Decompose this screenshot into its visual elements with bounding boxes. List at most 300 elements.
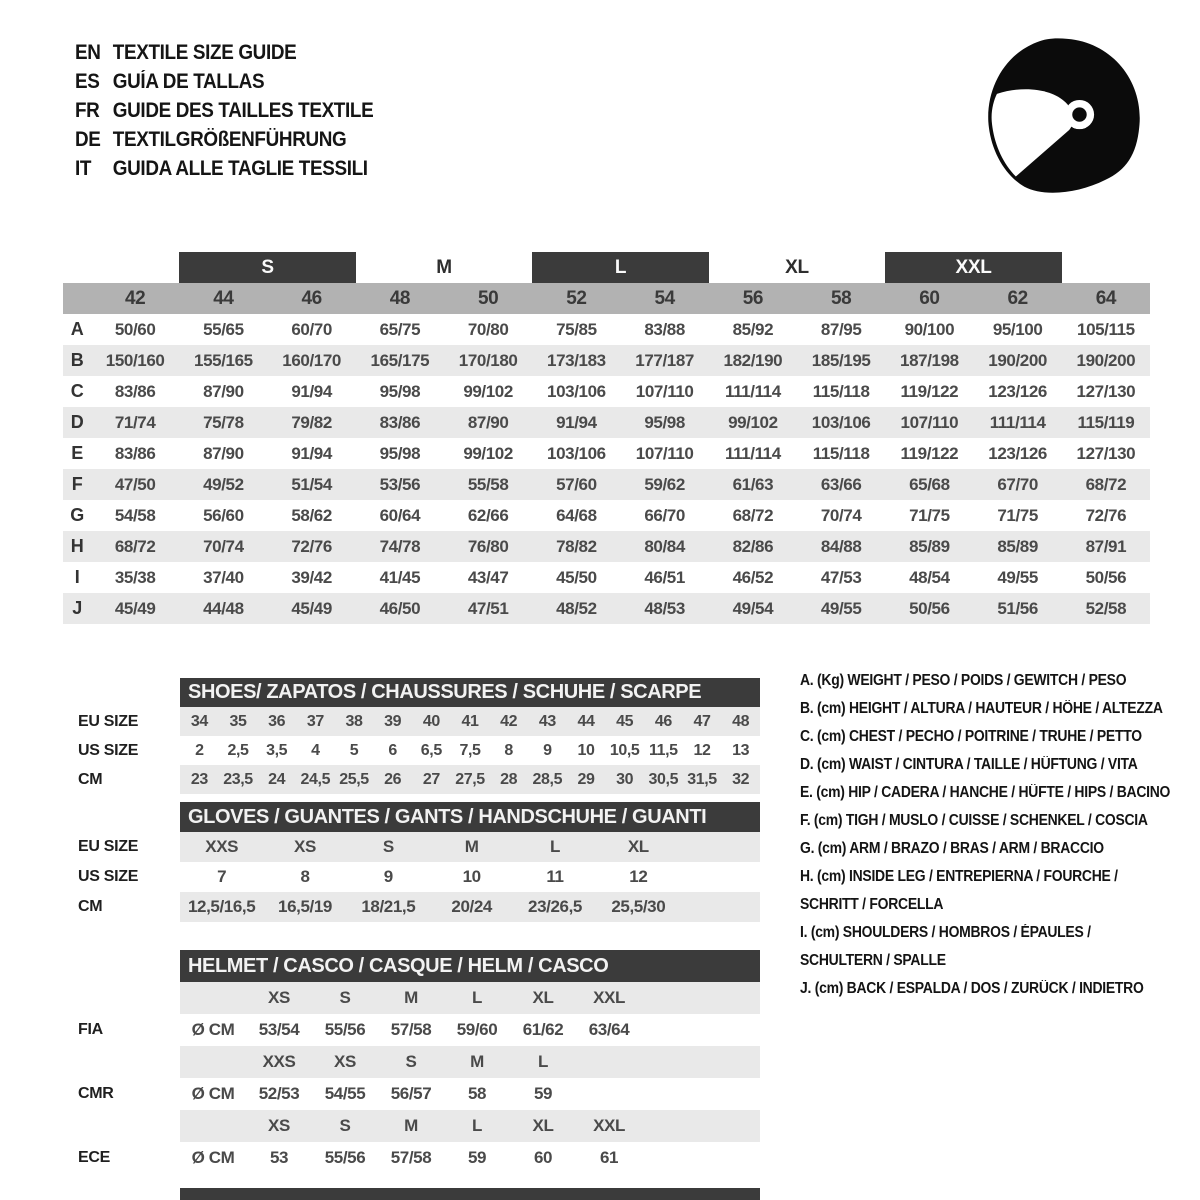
size-cell: 54/58 <box>114 505 156 525</box>
size-cell: 49/55 <box>820 598 862 618</box>
size-table-row <box>63 469 1150 500</box>
language-code: EN <box>75 40 101 64</box>
language-title: GUIDE DES TAILLES TEXTILE <box>112 98 374 122</box>
value-cell: 44 <box>577 712 595 730</box>
size-cell: 45/49 <box>114 598 156 618</box>
value-cell: 5 <box>349 741 359 759</box>
size-cell: 75/85 <box>556 319 597 339</box>
language-title: GUÍA DE TALLAS <box>112 69 265 93</box>
size-cell: 51/56 <box>997 598 1038 618</box>
size-cell: 83/88 <box>644 319 685 339</box>
row-letter: J <box>72 598 82 618</box>
value-cell: XXS <box>205 837 239 856</box>
size-cell: 111/114 <box>724 381 781 401</box>
row-band <box>180 736 760 765</box>
size-group-label: XL <box>785 256 809 278</box>
value-cell: 34 <box>190 712 208 730</box>
size-cell: 107/110 <box>635 443 694 463</box>
size-cell: 115/118 <box>812 443 870 463</box>
size-cell: 115/119 <box>1077 412 1135 432</box>
helmet-row <box>0 1142 1200 1174</box>
value-cell: 31,5 <box>687 770 717 788</box>
row-label: ECE <box>78 1149 110 1166</box>
size-cell: 35/38 <box>114 567 156 587</box>
value-cell: 24,5 <box>300 770 331 788</box>
value-cell: 38 <box>345 712 363 730</box>
value-cell: 61 <box>599 1148 619 1167</box>
size-cell: 52/58 <box>1085 598 1127 618</box>
size-cell: 103/106 <box>547 443 606 463</box>
value-cell: S <box>339 1116 351 1135</box>
row-label: EU SIZE <box>78 838 139 855</box>
size-cell: 44/48 <box>203 598 244 618</box>
value-cell: 8 <box>300 867 310 886</box>
size-col-header: 64 <box>1095 287 1117 309</box>
value-cell: 7,5 <box>459 741 481 759</box>
value-cell: 11 <box>546 867 564 886</box>
value-cell: 28 <box>500 770 518 788</box>
value-cell: 10 <box>577 741 595 759</box>
size-cell: 37/40 <box>203 567 244 587</box>
row-band <box>180 892 760 922</box>
size-col-header: 58 <box>830 287 852 309</box>
row-band <box>180 832 760 862</box>
size-cell: 127/130 <box>1076 443 1136 463</box>
row-label: CM <box>78 898 103 915</box>
row-letter: F <box>71 474 83 494</box>
legend-item: J. (cm) BACK / ESPALDA / DOS / ZURÜCK / INDIETRO <box>800 980 1144 997</box>
value-cell: XS <box>294 837 316 856</box>
size-cell: 63/66 <box>820 474 862 494</box>
legend-item: E. (cm) HIP / CADERA / HANCHE / HÜFTE / HIPS / BACINO <box>800 784 1171 801</box>
size-cell: 85/92 <box>732 319 774 339</box>
size-cell: 91/94 <box>291 381 332 401</box>
row-band <box>180 1078 760 1110</box>
size-cell: 83/86 <box>379 412 421 432</box>
size-cell: 115/118 <box>812 381 870 401</box>
size-cell: 123/126 <box>988 381 1047 401</box>
value-cell: 3,5 <box>266 741 288 759</box>
value-cell: 40 <box>422 712 440 730</box>
value-cell: 12,5/16,5 <box>188 897 256 916</box>
row-letter: I <box>74 567 80 587</box>
value-cell: 53 <box>269 1148 289 1167</box>
size-cell: 99/102 <box>463 443 513 463</box>
value-cell: XL <box>627 837 649 856</box>
size-cell: 83/86 <box>114 443 156 463</box>
value-cell: 42 <box>500 712 518 730</box>
size-cell: 48/53 <box>644 598 685 618</box>
value-cell: 30,5 <box>648 770 679 788</box>
value-cell: 63/64 <box>588 1020 630 1039</box>
helmet-row <box>0 1014 1200 1046</box>
row-band <box>180 1046 760 1078</box>
size-cell: 165/175 <box>370 350 430 370</box>
size-cell: 70/74 <box>203 536 244 556</box>
value-cell: 47 <box>693 712 711 730</box>
size-cell: 87/91 <box>1085 536 1127 556</box>
size-cell: 160/170 <box>282 350 341 370</box>
size-group-label: M <box>436 256 452 278</box>
size-col-header: 54 <box>654 287 675 309</box>
size-cell: 111/114 <box>724 443 781 463</box>
size-table-row <box>63 500 1150 531</box>
size-cell: 123/126 <box>988 443 1047 463</box>
value-cell: L <box>550 837 560 856</box>
size-cell: 119/122 <box>900 443 959 463</box>
row-band <box>180 1110 760 1142</box>
size-col-header: 62 <box>1007 287 1028 309</box>
value-cell: M <box>464 837 479 856</box>
row-band <box>180 982 760 1014</box>
value-cell: 46 <box>654 712 672 730</box>
size-col-header: 52 <box>566 287 587 309</box>
size-cell: 49/54 <box>732 598 774 618</box>
value-cell: 18/21,5 <box>361 897 416 916</box>
language-code: ES <box>75 69 100 93</box>
size-cell: 65/68 <box>909 474 950 494</box>
size-cell: 70/74 <box>820 505 862 525</box>
value-cell: 28,5 <box>532 770 563 788</box>
value-cell: S <box>339 988 351 1007</box>
value-cell: 61/62 <box>522 1020 564 1039</box>
size-cell: 50/60 <box>114 319 156 339</box>
size-cell: 56/60 <box>203 505 244 525</box>
size-cell: 82/86 <box>732 536 774 556</box>
value-cell: 45 <box>616 712 634 730</box>
size-cell: 51/54 <box>291 474 332 494</box>
size-cell: 173/183 <box>547 350 606 370</box>
size-col-header: 42 <box>124 287 146 309</box>
size-cell: 62/66 <box>467 505 509 525</box>
size-cell: 87/90 <box>203 443 244 463</box>
value-cell: 10 <box>462 867 481 886</box>
size-cell: 103/106 <box>811 412 871 432</box>
size-table-row <box>63 531 1150 562</box>
size-cell: 61/63 <box>732 474 774 494</box>
size-table-row <box>63 562 1150 593</box>
value-cell: S <box>382 837 394 856</box>
size-cell: 65/75 <box>379 319 421 339</box>
unit-cell: Ø CM <box>191 1020 235 1039</box>
legend-item: G. (cm) ARM / BRAZO / BRAS / ARM / BRACCIO <box>800 840 1104 857</box>
language-title: TEXTILE SIZE GUIDE <box>112 40 297 64</box>
legend-item: SCHRITT / FORCELLA <box>800 896 944 913</box>
legend-item: SCHULTERN / SPALLE <box>800 952 946 969</box>
row-label: CM <box>78 770 103 788</box>
value-cell: XS <box>334 1052 356 1071</box>
size-cell: 50/56 <box>1085 567 1127 587</box>
size-group-label: L <box>532 252 709 283</box>
row-letter: B <box>70 350 84 370</box>
size-cell: 91/94 <box>556 412 597 432</box>
size-cell: 103/106 <box>547 381 606 401</box>
size-cell: 47/53 <box>820 567 862 587</box>
language-line <box>75 96 373 125</box>
size-cell: 99/102 <box>463 381 513 401</box>
value-cell: XXS <box>262 1052 296 1071</box>
size-cell: 185/195 <box>811 350 871 370</box>
size-cell: 47/50 <box>114 474 156 494</box>
value-cell: 10,5 <box>609 741 640 759</box>
size-cell: 155/165 <box>194 350 253 370</box>
value-cell: 2,5 <box>227 741 249 759</box>
legend <box>800 667 1200 1003</box>
row-label: US SIZE <box>78 741 139 759</box>
value-cell: 57/58 <box>390 1148 432 1167</box>
size-cell: 68/72 <box>732 505 774 525</box>
size-cell: 127/130 <box>1076 381 1136 401</box>
value-cell: M <box>404 988 418 1007</box>
legend-item: I. (cm) SHOULDERS / HOMBROS / ÉPAULES / <box>800 924 1091 941</box>
value-cell: 26 <box>384 770 402 788</box>
size-cell: 68/72 <box>114 536 156 556</box>
value-cell: 2 <box>195 741 204 759</box>
language-code: FR <box>75 98 100 122</box>
size-table-row <box>63 407 1150 438</box>
row-letter: E <box>71 443 83 463</box>
size-cell: 84/88 <box>820 536 862 556</box>
legend-item: A. (Kg) WEIGHT / PESO / POIDS / GEWITCH / PESO <box>800 672 1127 689</box>
size-cell: 72/76 <box>291 536 332 556</box>
size-cell: 70/80 <box>467 319 509 339</box>
size-col-header: 56 <box>742 287 764 309</box>
size-col-header: 50 <box>477 287 499 309</box>
size-cell: 50/56 <box>909 598 950 618</box>
size-cell: 182/190 <box>723 350 783 370</box>
size-cell: 71/75 <box>909 505 950 525</box>
value-cell: XL <box>532 1116 554 1135</box>
value-cell: 41 <box>461 712 479 730</box>
value-cell: 9 <box>383 867 393 886</box>
size-cell: 87/90 <box>467 412 509 432</box>
size-cell: 68/72 <box>1085 474 1127 494</box>
language-line <box>75 154 373 183</box>
value-cell: 30 <box>616 770 634 788</box>
size-cell: 95/100 <box>992 319 1043 339</box>
size-cell: 66/70 <box>644 505 685 525</box>
language-line <box>75 125 373 154</box>
size-cell: 49/52 <box>203 474 244 494</box>
value-cell: 23/26,5 <box>528 897 582 916</box>
legend-item: H. (cm) INSIDE LEG / ENTREPIERNA / FOURCHE / <box>800 868 1118 885</box>
language-code: IT <box>75 156 92 180</box>
size-cell: 85/89 <box>997 536 1038 556</box>
row-letter: C <box>70 381 84 401</box>
size-group-label: XXL <box>885 252 1062 283</box>
value-cell: XL <box>532 988 554 1007</box>
size-cell: 87/95 <box>820 319 862 339</box>
size-cell: 76/80 <box>467 536 509 556</box>
size-table-row <box>63 376 1150 407</box>
value-cell: 8 <box>504 741 513 759</box>
size-cell: 72/76 <box>1085 505 1127 525</box>
size-cell: 190/200 <box>988 350 1047 370</box>
size-cell: 58/62 <box>291 505 332 525</box>
size-cell: 55/65 <box>203 319 244 339</box>
size-cell: 71/75 <box>997 505 1038 525</box>
helmet-row <box>0 1078 1200 1110</box>
size-col-header: 60 <box>919 287 940 309</box>
value-cell: 59/60 <box>456 1020 498 1039</box>
size-cell: 43/47 <box>467 567 509 587</box>
value-cell: L <box>472 1116 482 1135</box>
value-cell: 23 <box>190 770 208 788</box>
value-cell: 36 <box>268 712 286 730</box>
row-letter: H <box>70 536 84 556</box>
value-cell: 25,5 <box>339 770 369 788</box>
size-cell: 45/49 <box>291 598 332 618</box>
size-table-row <box>63 345 1150 376</box>
row-band <box>180 862 760 892</box>
value-cell: 55/56 <box>324 1020 366 1039</box>
value-cell: M <box>470 1052 484 1071</box>
value-cell: 43 <box>538 712 556 730</box>
size-cell: 83/86 <box>114 381 156 401</box>
size-cell: 95/98 <box>644 412 685 432</box>
size-cell: 46/51 <box>644 567 685 587</box>
legend-item: C. (cm) CHEST / PECHO / POITRINE / TRUHE / PETTO <box>800 728 1142 745</box>
legend-item: F. (cm) TIGH / MUSLO / CUISSE / SCHENKEL / COSCIA <box>800 812 1148 829</box>
row-label: US SIZE <box>78 868 139 885</box>
value-cell: 56/57 <box>390 1084 432 1103</box>
unit-cell: Ø CM <box>191 1084 235 1103</box>
size-cell: 47/51 <box>467 598 509 618</box>
size-cell: 79/82 <box>291 412 332 432</box>
size-cell: 64/68 <box>556 505 597 525</box>
value-cell: 23,5 <box>223 770 253 788</box>
value-cell: 60 <box>533 1148 553 1167</box>
size-cell: 60/70 <box>291 319 332 339</box>
size-band-row <box>63 283 1150 314</box>
size-table-row <box>63 593 1150 624</box>
language-line <box>75 67 373 96</box>
helmet-section-title: HELMET / CASCO / CASQUE / HELM / CASCO <box>180 950 760 982</box>
size-cell: 48/54 <box>909 567 950 587</box>
value-cell: 11,5 <box>648 741 678 759</box>
value-cell: XS <box>268 1116 290 1135</box>
value-cell: 27,5 <box>455 770 485 788</box>
size-table-row <box>63 314 1150 345</box>
size-col-header: 48 <box>389 287 411 309</box>
value-cell: 4 <box>311 741 320 759</box>
value-cell: 54/55 <box>324 1084 366 1103</box>
size-cell: 95/98 <box>379 443 421 463</box>
size-group-label: S <box>179 252 356 283</box>
row-band <box>180 765 760 794</box>
value-cell: 12 <box>693 741 711 759</box>
size-cell: 49/55 <box>997 567 1038 587</box>
size-cell: 60/64 <box>379 505 421 525</box>
size-cell: 74/78 <box>379 536 421 556</box>
value-cell: 37 <box>306 712 324 730</box>
size-col-header: 44 <box>213 287 234 309</box>
row-letter: A <box>70 319 84 339</box>
helmet-row <box>0 1046 1200 1078</box>
row-label: EU SIZE <box>78 712 139 730</box>
size-cell: 46/50 <box>379 598 421 618</box>
row-letter: D <box>70 412 84 432</box>
value-cell: 57/58 <box>390 1020 432 1039</box>
language-code: DE <box>75 127 101 151</box>
value-cell: 48 <box>732 712 750 730</box>
truncated-section-bar <box>180 1188 760 1200</box>
size-table-rows <box>63 314 1150 624</box>
value-cell: XXL <box>593 1116 625 1135</box>
size-cell: 90/100 <box>904 319 955 339</box>
size-col-header: 46 <box>301 287 322 309</box>
value-cell: 35 <box>229 712 247 730</box>
value-cell: 53/54 <box>258 1020 300 1039</box>
value-cell: 39 <box>384 712 402 730</box>
value-cell: XXL <box>593 988 625 1007</box>
shoes-section-title: SHOES/ ZAPATOS / CHAUSSURES / SCHUHE / SCARPE <box>180 678 760 707</box>
size-cell: 170/180 <box>458 350 518 370</box>
value-cell: 59 <box>533 1084 553 1103</box>
size-cell: 150/160 <box>105 350 165 370</box>
value-cell: 55/56 <box>324 1148 366 1167</box>
size-cell: 53/56 <box>379 474 421 494</box>
value-cell: 29 <box>577 770 595 788</box>
value-cell: XS <box>268 988 290 1007</box>
value-cell: 24 <box>268 770 286 788</box>
value-cell: 25,5/30 <box>611 897 666 916</box>
size-cell: 107/110 <box>635 381 694 401</box>
size-cell: 91/94 <box>291 443 332 463</box>
language-title: TEXTILGRÖßENFÜHRUNG <box>112 127 347 151</box>
size-cell: 105/115 <box>1077 319 1135 339</box>
value-cell: 9 <box>543 741 552 759</box>
size-group-row <box>63 252 1150 283</box>
value-cell: S <box>405 1052 417 1071</box>
size-cell: 190/200 <box>1076 350 1136 370</box>
value-cell: L <box>472 988 482 1007</box>
size-cell: 78/82 <box>556 536 597 556</box>
language-list <box>75 38 406 183</box>
size-cell: 57/60 <box>556 474 597 494</box>
unit-cell: Ø CM <box>191 1148 235 1167</box>
size-cell: 67/70 <box>997 474 1038 494</box>
value-cell: L <box>538 1052 548 1071</box>
size-cell: 95/98 <box>379 381 421 401</box>
size-cell: 99/102 <box>728 412 778 432</box>
legend-item: D. (cm) WAIST / CINTURA / TAILLE / HÜFTUNG / VITA <box>800 756 1138 773</box>
language-line <box>75 38 373 67</box>
value-cell: 16,5/19 <box>278 897 332 916</box>
row-band <box>180 1142 760 1174</box>
size-cell: 85/89 <box>909 536 950 556</box>
row-band <box>180 707 760 736</box>
size-cell: 107/110 <box>900 412 959 432</box>
size-cell: 46/52 <box>732 567 774 587</box>
size-cell: 41/45 <box>379 567 421 587</box>
value-cell: 12 <box>629 867 648 886</box>
value-cell: 32 <box>732 770 750 788</box>
value-cell: 7 <box>217 867 227 886</box>
size-cell: 187/198 <box>900 350 959 370</box>
size-cell: 87/90 <box>203 381 244 401</box>
size-cell: 71/74 <box>114 412 156 432</box>
racing-helmet-icon <box>975 32 1153 204</box>
value-cell: 20/24 <box>451 897 492 916</box>
size-cell: 111/114 <box>989 412 1046 432</box>
row-label: CMR <box>78 1085 114 1102</box>
value-cell: 6 <box>388 741 397 759</box>
row-label: FIA <box>78 1021 103 1038</box>
value-cell: 58 <box>467 1084 487 1103</box>
size-cell: 177/187 <box>635 350 694 370</box>
size-table-row <box>63 438 1150 469</box>
